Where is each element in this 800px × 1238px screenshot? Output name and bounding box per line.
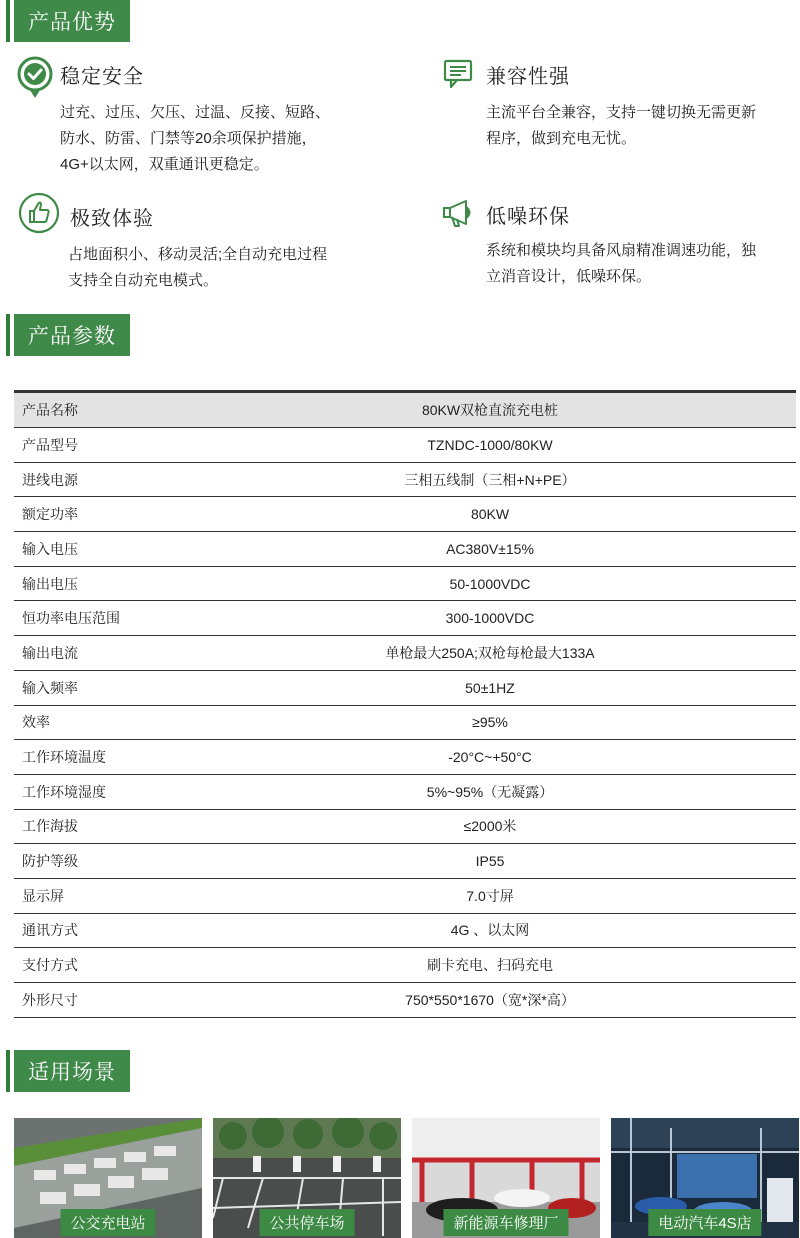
spec-row xyxy=(14,774,796,809)
spec-value: 80KW xyxy=(224,497,796,532)
spec-row xyxy=(14,740,796,775)
spec-key: 外形尺寸 xyxy=(14,983,224,1018)
spec-row xyxy=(14,983,796,1018)
spec-row xyxy=(14,948,796,983)
spec-key: 支付方式 xyxy=(14,948,224,983)
desc-line: 防水、防雷、门禁等20余项保护措施， xyxy=(60,130,317,147)
spec-key: 额定功率 xyxy=(14,497,224,532)
spec-value: 750*550*1670（宽*深*高） xyxy=(224,983,796,1018)
spec-key: 恒功率电压范围 xyxy=(14,601,224,636)
chat-document-icon xyxy=(442,56,478,92)
section-title: 产品优势 xyxy=(14,0,130,42)
spec-row xyxy=(14,878,796,913)
feature-stable-safe xyxy=(16,56,396,176)
spec-key: 输入频率 xyxy=(14,670,224,705)
feature-name: 低噪环保 xyxy=(486,206,570,228)
desc-line: 支持全自动充电模式。 xyxy=(68,272,219,289)
scene-caption: 新能源车修理厂 xyxy=(443,1209,568,1236)
spec-key: 工作环境湿度 xyxy=(14,774,224,809)
spec-key: 显示屏 xyxy=(14,878,224,913)
spec-key: 输入电压 xyxy=(14,532,224,567)
spec-row xyxy=(14,809,796,844)
spec-value: 5%~95%（无凝露） xyxy=(224,774,796,809)
scene-ev-repair-shop xyxy=(412,1118,600,1238)
spec-key: 进线电源 xyxy=(14,462,224,497)
spec-key: 通讯方式 xyxy=(14,913,224,948)
spec-value: ≤2000米 xyxy=(224,809,796,844)
spec-row xyxy=(14,913,796,948)
spec-row xyxy=(14,462,796,497)
spec-key: 工作海拔 xyxy=(14,809,224,844)
spec-key: 输出电压 xyxy=(14,566,224,601)
spec-key: 输出电流 xyxy=(14,636,224,671)
spec-value: 刷卡充电、扫码充电 xyxy=(224,948,796,983)
feature-desc xyxy=(68,242,408,294)
scene-ev-4s-store xyxy=(611,1118,799,1238)
scene-caption: 公共停车场 xyxy=(259,1209,354,1236)
spec-value: 三相五线制（三相+N+PE） xyxy=(224,462,796,497)
spec-value: AC380V±15% xyxy=(224,532,796,567)
feature-desc xyxy=(486,238,800,290)
section-accent-bar xyxy=(6,1050,10,1092)
spec-key: 产品型号 xyxy=(14,428,224,463)
feature-compatibility xyxy=(442,56,800,156)
spec-key: 效率 xyxy=(14,705,224,740)
desc-line: 主流平台全兼容，支持一键切换无需更新 xyxy=(486,104,757,121)
spec-table xyxy=(14,390,796,1018)
spec-row xyxy=(14,428,796,463)
megaphone-icon xyxy=(442,198,478,234)
spec-key: 防护等级 xyxy=(14,844,224,879)
feature-desc xyxy=(486,100,800,152)
section-title: 产品参数 xyxy=(14,314,130,356)
feature-name: 极致体验 xyxy=(70,208,154,230)
spec-row xyxy=(14,705,796,740)
spec-value: -20°C~+50°C xyxy=(224,740,796,775)
spec-value: 50-1000VDC xyxy=(224,566,796,601)
spec-row xyxy=(14,636,796,671)
feature-name: 兼容性强 xyxy=(486,66,570,88)
scene-public-parking xyxy=(213,1118,401,1238)
spec-row xyxy=(14,844,796,879)
desc-line: 立消音设计，低噪环保。 xyxy=(486,268,652,285)
shield-check-icon xyxy=(16,56,52,92)
spec-value: 80KW双枪直流充电桩 xyxy=(224,392,796,428)
spec-value: TZNDC-1000/80KW xyxy=(224,428,796,463)
spec-value: 4G 、以太网 xyxy=(224,913,796,948)
spec-value: 7.0寸屏 xyxy=(224,878,796,913)
section-accent-bar xyxy=(6,0,10,42)
spec-value: ≥95% xyxy=(224,705,796,740)
section-accent-bar xyxy=(6,314,10,356)
section-header-advantages xyxy=(0,0,130,42)
feature-desc xyxy=(60,100,400,178)
spec-row xyxy=(14,532,796,567)
scene-caption: 公交充电站 xyxy=(60,1209,155,1236)
section-header-params xyxy=(0,314,130,356)
desc-line: 4G+以太网，双重通讯更稳定。 xyxy=(60,156,269,173)
spec-value: 300-1000VDC xyxy=(224,601,796,636)
section-header-scenes xyxy=(0,1050,130,1092)
scene-bus-charging-station xyxy=(14,1118,202,1238)
spec-row xyxy=(14,497,796,532)
spec-key: 工作环境温度 xyxy=(14,740,224,775)
spec-row xyxy=(14,670,796,705)
desc-line: 占地面积小、移动灵活;全自动充电过程 xyxy=(68,246,328,263)
section-title: 适用场景 xyxy=(14,1050,130,1092)
thumbs-up-icon xyxy=(18,192,60,234)
desc-line: 系统和模块均具备风扇精准调速功能，独 xyxy=(486,242,757,259)
spec-header-row xyxy=(14,392,796,428)
scene-caption: 电动汽车4S店 xyxy=(648,1209,761,1236)
feature-experience xyxy=(18,192,398,292)
desc-line: 程序，做到充电无忧。 xyxy=(486,130,637,147)
spec-value: 50±1HZ xyxy=(224,670,796,705)
feature-name: 稳定安全 xyxy=(60,66,144,88)
spec-key: 产品名称 xyxy=(14,392,224,428)
spec-row xyxy=(14,601,796,636)
spec-value: 单枪最大250A;双枪每枪最大133A xyxy=(224,636,796,671)
desc-line: 过充、过压、欠压、过温、反接、短路、 xyxy=(60,104,331,121)
spec-value: IP55 xyxy=(224,844,796,879)
spec-row xyxy=(14,566,796,601)
feature-low-noise xyxy=(442,198,800,298)
